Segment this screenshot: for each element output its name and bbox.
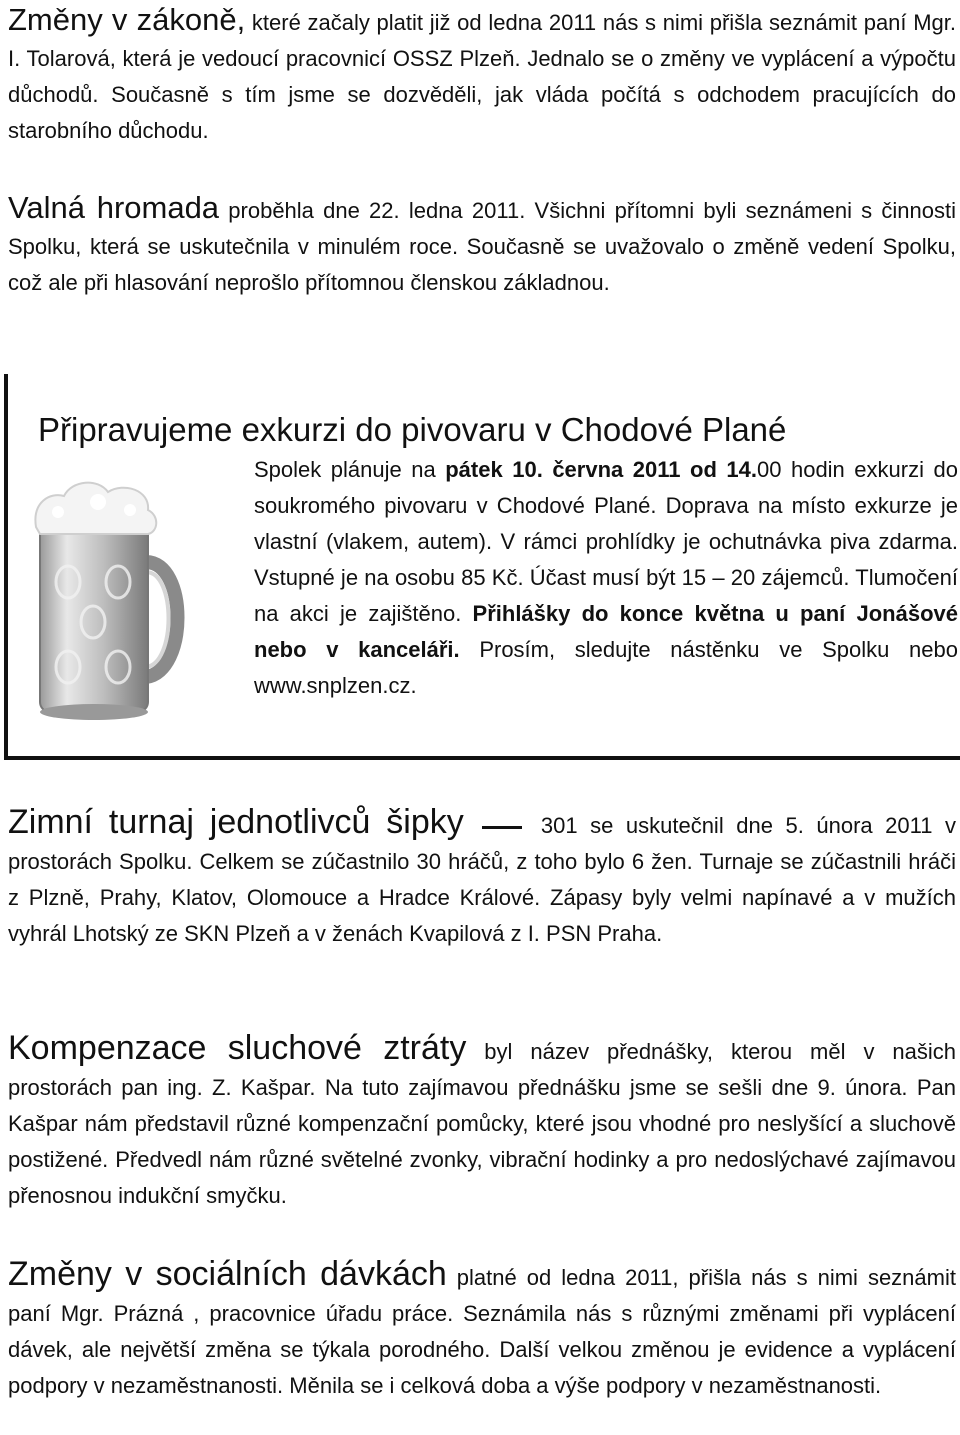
article-text: byl název přednášky, kterou měl v našich prostorách pan ing. Z. Kašpar. Na tuto zajímavou přednášku jsme se sešli dne 9. února. Pan Kašpar nám představil různé kompenzační pomůcky, které jsou vhodné pro neslyšící a sluchově postižené. Předvedl nám různé světelné zvonky, vibrační hodinky a pro nedoslýchavé zajímavou přenosnou indukční smyčku. bbox=[8, 1039, 956, 1208]
article-darts-tournament bbox=[8, 804, 956, 952]
excursion-intro: Spolek plánuje na bbox=[254, 457, 436, 482]
article-social-benefits bbox=[8, 1256, 956, 1404]
excursion-title: Připravujeme exkurzi do pivovaru v Chodové Plané bbox=[38, 411, 787, 448]
dash-separator bbox=[482, 826, 522, 829]
excursion-signup: Přihlášky do konce května u paní Jonášové nebo v kanceláři. bbox=[254, 601, 958, 662]
article-pension-changes bbox=[8, 2, 956, 149]
article-text: proběhla dne 22. ledna 2011. Všichni přítomni byli seznámeni s činnosti Spolku, která se uskutečnila v minulém roce. Současně se uvažovalo o změně vedení Spolku, což ale při hlasování neprošlo přítomnou členskou základnou. bbox=[8, 198, 956, 295]
article-text: platné od ledna 2011, přišla nás s nimi seznámit paní Mgr. Prázná , pracovnice úřadu práce. Seznámila nás s různými změnami při vyplácení dávek, ale největší změna se týkala porodného. Další velkou změnou je evidence a vyplácení podpory v nezaměstnanosti. Měnila se i celková doba a výše podpory v nezaměstnanosti. bbox=[8, 1265, 956, 1398]
article-heading: Zimní turnaj jednotlivců šipky bbox=[8, 803, 464, 841]
excursion-text bbox=[254, 452, 958, 704]
article-text: 301 se uskutečnil dne 5. února 2011 v prostorách Spolku. Celkem se zúčastnilo 30 hráčů, z toho bylo 6 žen. Turnaje se zúčastnili hráči z Plzně, Prahy, Klatov, Olomouce a Hradce Králové. Zápasy byly velmi napínavé a v mužích vyhrál Lhotský ze SKN Plzeň a v ženách Kvapilová z I. PSN Praha. bbox=[8, 813, 957, 946]
article-heading: Kompenzace sluchové ztráty bbox=[8, 1029, 467, 1067]
article-heading: Změny v zákoně, bbox=[8, 2, 246, 37]
beer-mug-icon bbox=[28, 472, 188, 722]
article-text: které začaly platit již od ledna 2011 nás s nimi přišla seznámit paní Mgr. I. Tolarová, která je vedoucí pracovnicí OSSZ Plzeň. Jednalo se o změny ve vyplácení a výpočtu důchodů. Současně s tím jsme se dozvěděli, jak vláda počítá s odchodem pracujících do starobního důchodu. bbox=[8, 10, 956, 143]
article-hearing-loss bbox=[8, 1030, 956, 1214]
excursion-details: 00 hodin exkurzi do soukromého pivovaru v Chodové Plané. Doprava na místo exkurze je vlastní (vlakem, autem). V rámci prohlídky je ochutnávka piva zdarma. Vstupné je na osobu 85 Kč. Účast musí být 15 – 20 zájemců. Tlumočení na akci je zajištěno. bbox=[254, 457, 958, 626]
article-heading: Změny v sociálních dávkách bbox=[8, 1255, 447, 1293]
excursion-outro: Prosím, sledujte nástěnku ve Spolku nebo www.snplzen.cz. bbox=[254, 637, 958, 698]
excursion-date: pátek 10. června 2011 od 14. bbox=[445, 457, 757, 482]
article-general-meeting bbox=[8, 190, 956, 301]
excursion-box bbox=[4, 374, 960, 760]
article-heading: Valná hromada bbox=[8, 190, 220, 225]
